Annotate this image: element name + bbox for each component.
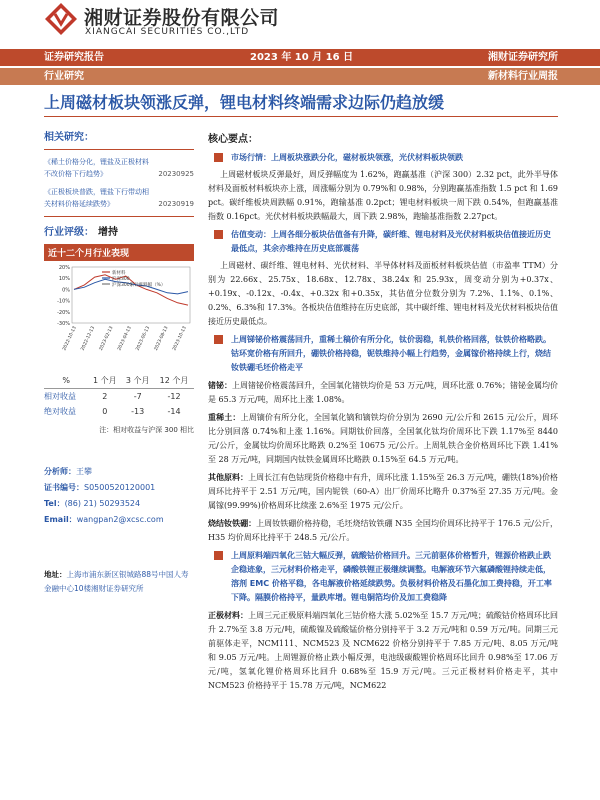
email-label: Email： (44, 515, 77, 524)
bullet-text: 上周锑铋价格震荡回升，重稀土稿价有所分化，钛价弱稳，轧铁价格回落，钛铁价格略跌。钴环宽价格有所回升，硼铁价格持稳，铌铁维持小幅上行趋势，金属镓价格持续上行，烧结钕铁硼毛坯价格走平 (231, 335, 551, 372)
table-cell: -12 (167, 392, 181, 401)
cert-label: 证书编号： (44, 483, 84, 492)
bullet-text: 市场行情：上周板块涨跌分化，磁材板块领涨，光伏材料板块领跌 (231, 153, 463, 162)
y-tick-label: -30% (57, 321, 70, 327)
email-line (44, 512, 194, 528)
key-point-bullet (208, 228, 558, 256)
table-cell: -7 (133, 392, 142, 401)
table-cell: -14 (167, 407, 181, 416)
x-tick-label: 2022-10-13 (62, 325, 78, 352)
key-point-bullet (208, 151, 558, 165)
x-tick-label: 2023-04-13 (117, 325, 133, 352)
bullet-square-icon (214, 230, 223, 239)
address-value: 上海市浦东新区银城路88号中国人寿金融中心10楼湘财证券研究所 (44, 570, 189, 593)
main-content (208, 133, 558, 693)
divider (44, 149, 194, 150)
address-block (44, 568, 194, 596)
paragraph-body: 上周锗铋价格震荡回升，全国氧化锗铁均价是 53 万元/吨，周环比涨 0.76%；锗铋金属均价是 65.3 万元/吨，周环比上涨 1.08%。 (208, 381, 559, 404)
related-report-date: 20230919 (158, 200, 194, 208)
paragraph-body: 上周钕铁硼价格持稳，毛坯烧结钕铁硼 N35 全国均价周环比持平于 176.5 元/公斤，H35 均价周环比持平于 248.5 元/公斤。 (208, 519, 558, 542)
paragraph-body: 上周长江有色钴现货价格稳中有升，周环比涨 1.15%至 26.3 万元/吨，硼铁(18%)价格周环比持平于 2.51 万元/吨，国内铌铁（60-A）出厂价周环比略升 0.37%至 27.35 万元/吨。金属镓(99.99%)价格周环比续涨 2.6%至 1975 元/公斤。 (208, 473, 559, 510)
chart-title: 近十二个月行业表现 (44, 244, 194, 261)
tel-line (44, 496, 194, 512)
table-header: 1 个月 (88, 373, 121, 389)
bullet-square-icon (214, 335, 223, 344)
tel-number: (86) 21) 50293524 (64, 499, 141, 508)
analyst-label: 分析师： (44, 467, 76, 476)
performance-chart (44, 261, 194, 369)
divider (44, 216, 194, 217)
paragraph (208, 471, 558, 513)
industry-rating (44, 223, 194, 238)
table-header: 3 个月 (121, 373, 154, 389)
x-tick-label: 2023-10-13 (172, 325, 188, 352)
x-tick-label: 2023-06-13 (135, 325, 152, 352)
company-logo-icon (44, 2, 78, 36)
analyst-line (44, 464, 194, 480)
row-label: 绝对收益 (44, 407, 76, 416)
analyst-info (44, 464, 194, 528)
institute-name: 湘财证券研究所 (488, 52, 558, 63)
sidebar (44, 128, 194, 435)
tel-label: Tel： (44, 499, 65, 508)
paragraph-body: 上周镝价有所分化，全国氧化镝和镝铁均价分别为 2690 元/公斤和 2615 元/公斤，周环比分别回落 0.74%和上涨 1.16%。同期钛价回落，全国氧化钛均价周环比下跌 1.17%至 8440 元/公斤，金属钛均价周环比略跌 0.2%至 10675 元/公斤。上周轧铁合金价格周环比下跌 1.41%至 28 万元/吨，同期国内钛铁金属周环比略跌 0.15%至 64.5 万元/吨。 (208, 413, 559, 464)
related-research-heading: 相关研究： (44, 132, 94, 143)
related-report-title[interactable]: 《稀土价格分化，锂盐及正极材料不改价格下行趋势》 (44, 158, 149, 178)
performance-table (44, 373, 194, 419)
x-tick-label: 2023-08-13 (153, 325, 170, 352)
paragraph (208, 379, 558, 407)
bullet-text: 上周原料端四氧化三钴大幅反弹，硫酸钴价格回升。三元前驱体价格暂升，锂源价格跌止跌企稳迹象，三元材料价格走平，磷酸铁锂正极继续调整。电解液环节六氟磷酸锂持续走低，溶剂 EMC 价格平稳，各电解液价格延续跌势。负极材料价格及石墨化加工费持稳，开工率下降。隔膜价格持平，量跌库增。锂电铜箔均价及加工费稳降 (231, 551, 552, 602)
table-note: 注：相对收益与沪深 300 相比 (99, 426, 194, 434)
legend-label: 沪深300 (112, 276, 130, 282)
related-report[interactable] (44, 156, 194, 180)
paragraph-lead: 锗铋： (208, 381, 233, 390)
table-cell: -13 (131, 407, 145, 416)
table-cell: 0 (102, 407, 108, 416)
row-label: 相对收益 (44, 392, 76, 401)
cert-number: S0500520120001 (84, 483, 156, 492)
x-tick-label: 2023-02-13 (98, 325, 115, 352)
paragraph-lead: 其他原料： (208, 473, 249, 482)
legend-label: 沪深300累计涨跌幅（%） (112, 282, 166, 288)
bullet-text: 估值变动：上周各细分板块估值备有升降，碳纤维、锂电材料及光伏材料板块估值接近历史最低点，其余亦维持在历史底部震荡 (231, 230, 551, 253)
table-cell: 2 (102, 392, 108, 401)
y-tick-label: 0% (62, 287, 70, 294)
paragraph-lead: 重稀土： (208, 413, 241, 422)
y-tick-label: 10% (58, 276, 70, 283)
y-tick-label: 20% (58, 265, 70, 271)
related-report-title[interactable]: 《正极板块普跌，锂盐下行带动相关材料价格延续跌势》 (44, 188, 149, 208)
research-category: 行业研究 (44, 71, 84, 82)
analyst-name: 王攀 (76, 467, 92, 476)
related-report-date: 20230925 (158, 170, 194, 178)
legend-label: 新材料 (112, 270, 126, 276)
report-series: 新材料行业周报 (488, 71, 558, 82)
table-row (44, 404, 194, 419)
rating-value: 增持 (98, 227, 118, 238)
table-header: % (44, 373, 88, 389)
report-type: 证券研究报告 (44, 52, 104, 63)
series-line (74, 275, 188, 305)
report-category-band (0, 68, 600, 85)
paragraph-lead: 烧结钕铁硼： (208, 519, 257, 528)
email-link[interactable]: wangpan2@xcsc.com (76, 515, 164, 524)
key-point-bullet (208, 549, 558, 605)
plot-frame (72, 267, 190, 323)
address-label: 地址： (44, 570, 67, 579)
y-tick-label: -10% (57, 298, 70, 305)
paragraph (208, 609, 558, 693)
paragraph-body: 上周三元正极原料端四氧化三钴价格大涨 5.02%至 15.7 万元/吨；硫酸钴价格周环比回升 2.7%至 3.8 万元/吨，硫酸镍及硫酸锰价格分别持平于 3.2 万元/吨和 0.59 万元/吨。同期三元前驱体走平，NCM111、NCM523 及 NCM622 价格分别持平于 7.85 万元/吨、8.05 万元/吨和 9.05 万元/吨。上周锂源价格止跌小幅反弹，电池级碳酸锂价格周环比回升 0.98%至 17.06 万元/吨，氢氧化锂价格周环比回升 0.68%至 15.9 万元/吨。三元正极材料价格走平，其中 NCM523 价格持平于 15.78 万元/吨，NCM622 (208, 611, 558, 690)
y-tick-label: -20% (57, 309, 70, 316)
report-info-band (0, 49, 600, 66)
report-date: 2023 年 10 月 16 日 (250, 52, 354, 63)
company-name-cn: 湘财证券股份有限公司 (84, 7, 280, 29)
paragraph (208, 411, 558, 467)
key-point-bullet (208, 333, 558, 375)
paragraph: 上周磁材、碳纤维、锂电材料、光伏材料、半导体材料及面板材料板块估值（市盈率 TTM）分别为 22.66x、25.75x、18.68x、12.78x、38.24x 和 25.93x，周变动分别为+0.37x、+0.19x、-0.12x、-0.4x、+0.32x 和+0.35x，其估值分位数分别为 7.2%、1.1%、0.1%、0.2%、6.3%和 17.3%。各板块估值维持在历史底部，其中碳纤维、锂电材料及光伏材料板块估值接近历史最低点。 (208, 261, 558, 326)
bullet-square-icon (214, 153, 223, 162)
key-points-heading: 核心要点： (208, 134, 258, 145)
bullet-square-icon (214, 551, 223, 560)
x-tick-label: 2022-12-13 (80, 325, 97, 352)
paragraph-lead: 正极材料： (208, 611, 249, 620)
report-header (0, 0, 600, 46)
title-divider (44, 116, 558, 117)
paragraph (208, 517, 558, 545)
cert-line (44, 480, 194, 496)
table-row (44, 389, 194, 405)
rating-label: 行业评级： (44, 227, 94, 238)
page-title: 上周磁材板块领涨反弹，锂电材料终端需求边际仍趋放缓 (44, 93, 445, 112)
related-report[interactable] (44, 186, 194, 210)
table-header: 12 个月 (154, 373, 194, 389)
company-name-en: XIANGCAI SECURITIES CO.,LTD (85, 27, 250, 37)
paragraph: 上周磁材板块反弹最好，周反弹幅度为 1.62%，跑赢基准（沪深 300）2.32 pct，此外半导体材料及面板材料板块亦上涨，周涨幅分别为 0.79%和 0.98%，分别跑赢基准指数 1.5 pct 和 1.69 pct。碳纤维板块周跌幅 0.91%，跑输基准 0.2pct；锂电材料板块一周下跌 0.54%，但跑赢基准指数 0.16pct。光伏材料板块跌幅最大，周下跌 2.98%，跑输基准指数 2.27pct。 (208, 170, 558, 221)
